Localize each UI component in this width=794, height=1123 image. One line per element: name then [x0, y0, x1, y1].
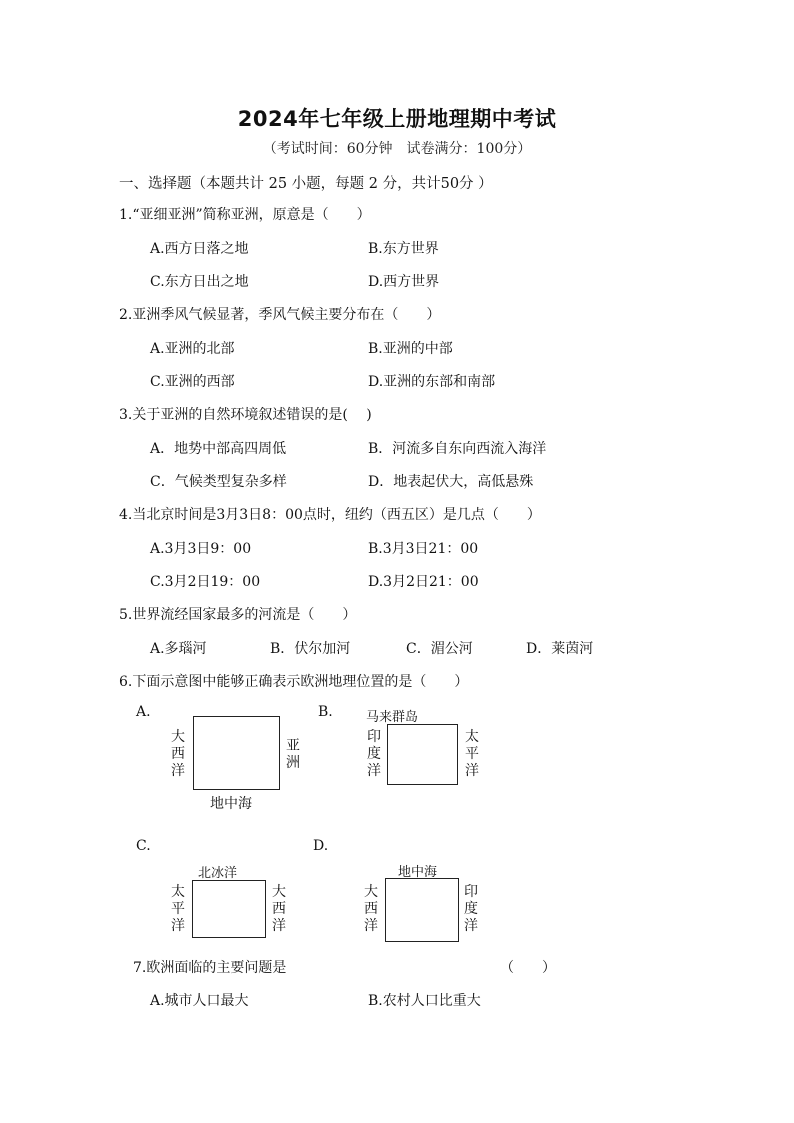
exam-title: 2024年七年级上册地理期中考试	[237, 107, 557, 131]
diagram-a-right-label: 亚洲	[286, 738, 300, 771]
diagram-d-right-label: 印度洋	[464, 884, 478, 934]
q1-option-d: D.西方世界	[368, 274, 440, 290]
diagram-a-box	[193, 716, 280, 790]
q2-option-c: C.亚洲的西部	[150, 374, 235, 390]
diagram-a-letter: A.	[136, 704, 151, 720]
diagram-d-letter: D.	[313, 838, 329, 854]
diagram-b-right-label: 太平洋	[465, 729, 479, 779]
diagram-c-letter: C.	[136, 838, 151, 854]
question-6-stem: 6.下面示意图中能够正确表示欧洲地理位置的是（ ）	[119, 674, 469, 690]
q4-option-d: D.3月2日21：00	[368, 574, 479, 590]
diagram-a-left-label: 大西洋	[171, 729, 185, 779]
q3-option-a: A．地势中部高四周低	[150, 441, 287, 457]
q4-option-c: C.3月2日19：00	[150, 574, 261, 590]
section-heading: 一、选择题（本题共计 25 小题，每题 2 分，共计50分 ）	[119, 176, 493, 192]
question-7-paren: （ ）	[500, 960, 556, 976]
question-4-stem: 4.当北京时间是3月3日8：00点时，纽约（西五区）是几点（ ）	[119, 507, 541, 523]
q5-option-c: C．湄公河	[406, 641, 473, 657]
diagram-b-letter: B.	[318, 704, 333, 720]
question-2-stem: 2.亚洲季风气候显著，季风气候主要分布在（ ）	[119, 307, 441, 323]
diagram-d-box	[385, 878, 459, 942]
diagram-c-right-label: 大西洋	[272, 884, 286, 934]
q3-option-d: D．地表起伏大，高低悬殊	[368, 474, 534, 490]
diagram-d-left-label: 大西洋	[364, 884, 378, 934]
question-1-stem: 1.“亚细亚洲”简称亚洲，原意是（ ）	[119, 207, 371, 223]
diagram-c-left-label: 太平洋	[171, 884, 185, 934]
diagram-a-bottom-label: 地中海	[210, 796, 252, 812]
q3-option-b: B．河流多自东向西流入海洋	[368, 441, 547, 457]
q5-option-d: D．莱茵河	[526, 641, 594, 657]
question-3-stem: 3.关于亚洲的自然环境叙述错误的是( )	[119, 407, 372, 423]
exam-subtitle: （考试时间：60分钟 试卷满分：100分）	[262, 141, 532, 157]
q7-option-a: A.城市人口最大	[150, 993, 249, 1009]
diagram-b-box	[387, 724, 458, 785]
diagram-b-left-label: 印度洋	[367, 729, 381, 779]
q1-option-c: C.东方日出之地	[150, 274, 249, 290]
q5-option-a: A.多瑙河	[150, 641, 207, 657]
diagram-c-box	[192, 880, 266, 938]
q1-option-b: B.东方世界	[368, 241, 439, 257]
question-7-stem: 7.欧洲面临的主要问题是	[133, 960, 287, 976]
q2-option-d: D.亚洲的东部和南部	[368, 374, 496, 390]
diagram-b-top-label: 马来群岛	[366, 710, 419, 725]
q2-option-a: A.亚洲的北部	[150, 341, 235, 357]
q7-option-b: B.农村人口比重大	[368, 993, 481, 1009]
q2-option-b: B.亚洲的中部	[368, 341, 453, 357]
q4-option-b: B.3月3日21：00	[368, 541, 479, 557]
q1-option-a: A.西方日落之地	[150, 241, 249, 257]
diagram-d-top-label: 地中海	[398, 865, 438, 880]
q3-option-c: C．气候类型复杂多样	[150, 474, 287, 490]
diagram-c-top-label: 北冰洋	[198, 866, 238, 881]
question-5-stem: 5.世界流经国家最多的河流是（ ）	[119, 607, 357, 623]
q4-option-a: A.3月3日9：00	[150, 541, 252, 557]
q5-option-b: B．伏尔加河	[270, 641, 351, 657]
